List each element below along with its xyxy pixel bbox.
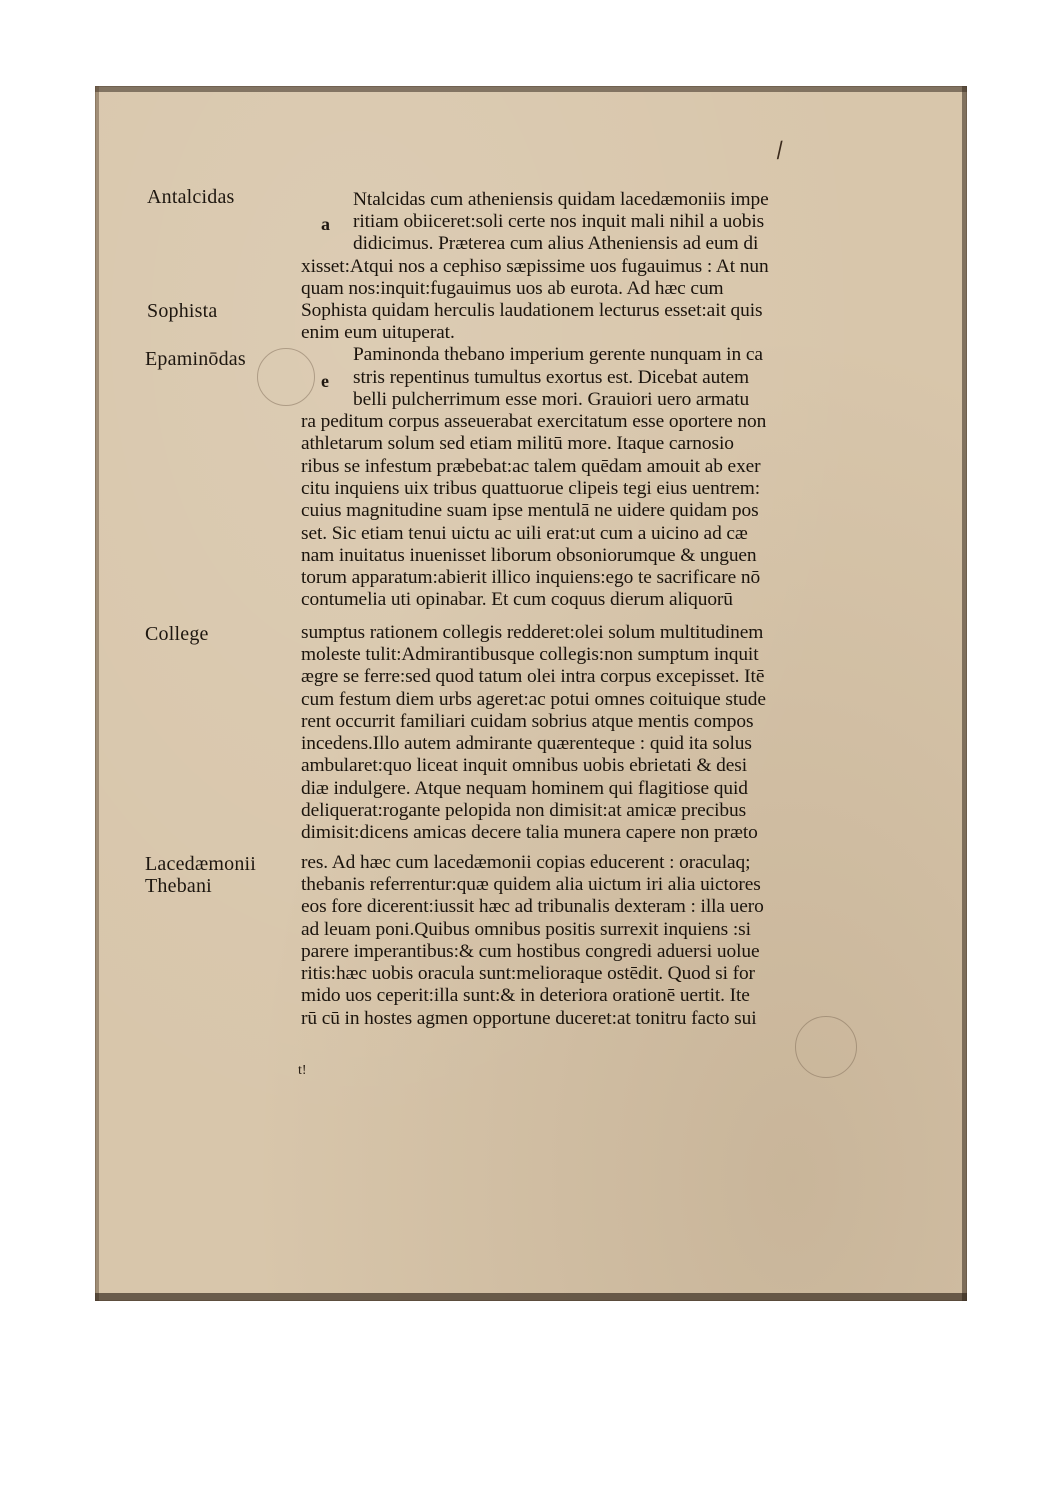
text-line: diæ indulgere. Atque nequam hominem qui flagitiose quid [301, 778, 748, 799]
margin-note-lacedaemonii: Lacedæmonii [145, 853, 257, 875]
text-line: thebanis referrentur:quæ quidem alia uictum iri alia uictores [301, 874, 761, 895]
margin-note-epaminondas: Epaminōdas [145, 348, 246, 370]
text-line: ambularet:quo liceat inquit omnibus uobis ebrietati & desi [301, 755, 748, 776]
text-line: Sophista quidam herculis laudationem lecturus esset:ait quis [301, 300, 763, 321]
margin-note-antalcidas: Antalcidas [147, 186, 235, 208]
margin-note-sophista: Sophista [147, 300, 218, 322]
text-line: contumelia uti opinabar. Et cum coquus dierum aliquorū [301, 589, 733, 610]
page-bottom-edge [95, 1293, 967, 1301]
text-line: stris repentinus tumultus exortus est. Dicebat autem [353, 367, 750, 388]
text-line: ribus se infestum præbebat:ac talem quēdam amouit ab exer [301, 456, 761, 477]
text-line: sumptus rationem collegis redderet:olei solum multitudinem [301, 622, 764, 643]
book-page [95, 86, 967, 1301]
guide-initial-a: a [321, 214, 330, 234]
text-line: citu inquiens uix tribus quattuorue clipeis tegi eius uentrem: [301, 478, 761, 499]
text-line: ritiam obiiceret:soli certe nos inquit mali nihil a uobis [353, 211, 765, 232]
page-right-edge [962, 86, 967, 1301]
page-top-edge [95, 86, 967, 92]
margin-note-thebani: Thebani [145, 875, 212, 897]
text-line: athletarum solum sed etiam militū more. Itaque carnosio [301, 433, 734, 454]
text-line: eos fore dicerent:iussit hæc ad tribunalis dexteram : illa uero [301, 896, 764, 917]
text-line: set. Sic etiam tenui uictu ac uili erat:ut cum a uicino ad cæ [301, 523, 748, 544]
text-line: incedens.Illo autem admirante quærenteque : quid ita solus [301, 733, 752, 754]
pen-mark: / [774, 137, 785, 164]
signature-mark: t! [298, 1063, 307, 1078]
text-line: res. Ad hæc cum lacedæmonii copias educerent : oraculaq; [301, 852, 751, 873]
text-line: deliquerat:rogante pelopida non dimisit:at amicæ precibus [301, 800, 747, 821]
text-line: ægre se ferre:sed quod tatum olei intra corpus excepisset. Itē [301, 666, 765, 687]
text-line: moleste tulit:Admirantibusque collegis:non sumptum inquit [301, 644, 759, 665]
text-line: dimisit:dicens amicas decere talia munera capere non præto [301, 822, 758, 843]
text-line: cum festum diem urbs ageret:ac potui omnes coituique stude [301, 689, 766, 710]
library-stamp [257, 348, 315, 406]
text-line: enim eum uituperat. [301, 322, 455, 343]
margin-note-college: College [145, 623, 209, 645]
text-line: rent occurrit familiari cuidam sobrius atque mentis compos [301, 711, 754, 732]
text-line: rū cū in hostes agmen opportune duceret:at tonitru facto sui [301, 1008, 757, 1029]
text-line: ritis:hæc uobis oracula sunt:melioraque ostēdit. Quod si for [301, 963, 755, 984]
text-line: cuius magnitudine suam ipse mentulā ne uidere quidam pos [301, 500, 759, 521]
text-line: quam nos:inquit:fugauimus uos ab eurota. Ad hæc cum [301, 278, 724, 299]
text-line: belli pulcherrimum esse mori. Grauiori uero armatu [353, 389, 750, 410]
text-line: Paminonda thebano imperium gerente nunquam in ca [353, 344, 763, 365]
text-line: mido uos ceperit:illa sunt:& in deteriora orationē uertit. Ite [301, 985, 750, 1006]
text-line: ra peditum corpus asseuerabat exercitatum esse oportere non [301, 411, 767, 432]
text-line: xisset:Atqui nos a cephiso sæpissime uos fugauimus : At nun [301, 256, 769, 277]
text-line: parere imperantibus:& cum hostibus congredi aduersi uolue [301, 941, 760, 962]
text-line: torum apparatum:abierit illico inquiens:ego te sacrificare nō [301, 567, 761, 588]
text-line: nam inuitatus inuenisset liborum obsoniorumque & unguen [301, 545, 757, 566]
text-line: ad leuam poni.Quibus omnibus positis surrexit inquiens :si [301, 919, 751, 940]
guide-initial-e: e [321, 371, 329, 391]
page-left-edge [95, 86, 99, 1301]
text-line: Ntalcidas cum atheniensis quidam lacedæmoniis impe [353, 189, 769, 210]
text-line: didicimus. Præterea cum alius Atheniensis ad eum di [353, 233, 759, 254]
